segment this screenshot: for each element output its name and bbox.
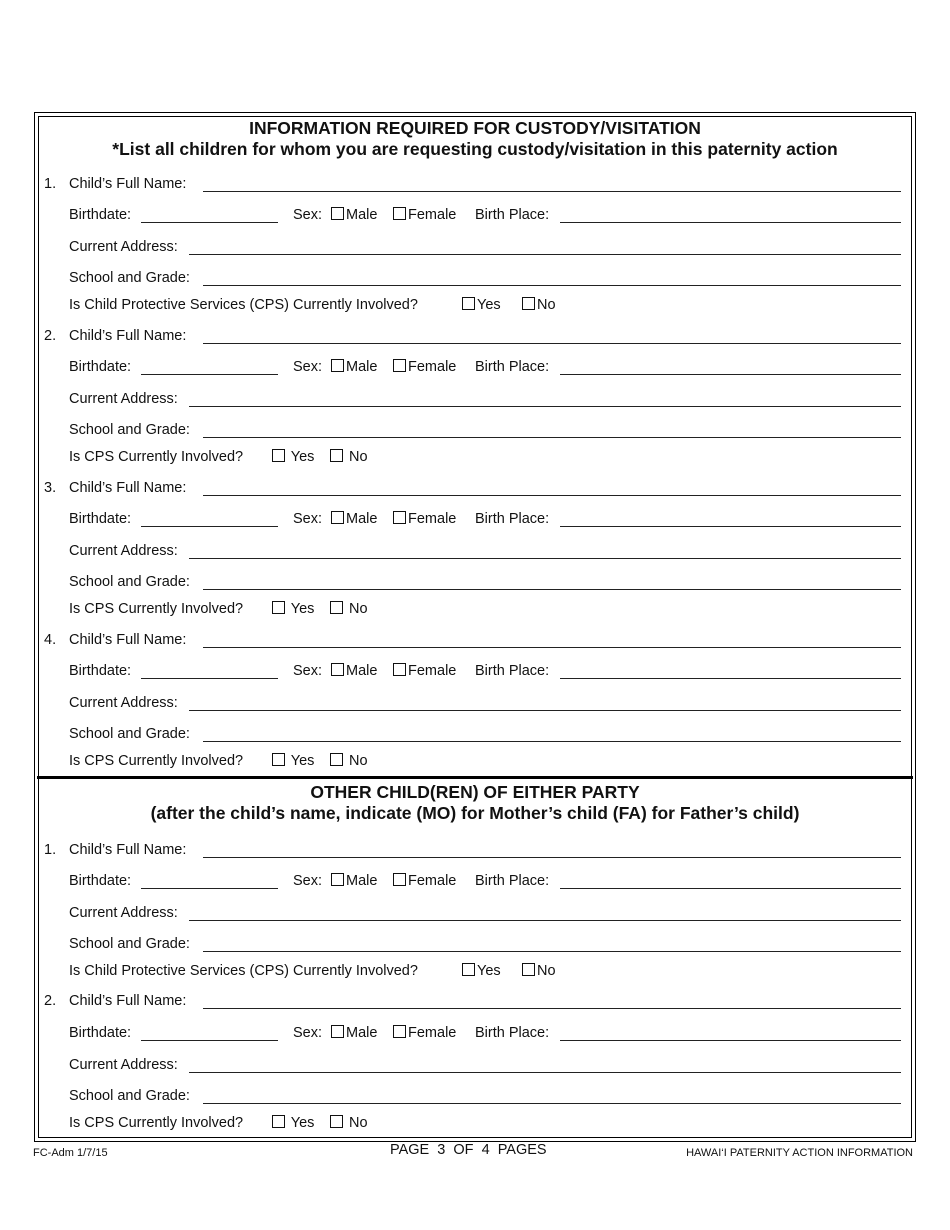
yes-checkbox[interactable]: [272, 1115, 285, 1128]
full-name-field[interactable]: [203, 647, 901, 648]
school-grade-label: School and Grade:: [69, 574, 190, 590]
male-checkbox[interactable]: [331, 873, 344, 886]
current-address-field[interactable]: [189, 920, 901, 921]
school-row: [0, 422, 950, 444]
cps-question: Is CPS Currently Involved?: [69, 449, 244, 465]
full-name-label: Child’s Full Name:: [69, 632, 187, 648]
yes-checkbox[interactable]: [462, 963, 475, 976]
address-row: [0, 543, 950, 565]
school-grade-label: School and Grade:: [69, 726, 190, 742]
cps-yes-option[interactable]: Yes: [272, 601, 314, 617]
section1-subtitle: *List all children for whom you are requesting custody/visitation in this paternity action: [112, 139, 838, 159]
full-name-field[interactable]: [203, 343, 901, 344]
birthdate-field[interactable]: [141, 678, 278, 679]
child-name-row: [0, 176, 950, 198]
yes-checkbox[interactable]: [272, 449, 285, 462]
child-name-row: [0, 993, 950, 1015]
birth-row: [0, 207, 950, 229]
male-checkbox[interactable]: [331, 359, 344, 372]
male-checkbox[interactable]: [331, 207, 344, 220]
no-checkbox[interactable]: [522, 297, 535, 310]
birth-row: [0, 873, 950, 895]
cps-row: [0, 601, 950, 623]
cps-row: [0, 449, 950, 471]
current-address-label: Current Address:: [69, 543, 178, 559]
school-grade-label: School and Grade:: [69, 270, 190, 286]
current-address-label: Current Address:: [69, 905, 178, 921]
school-grade-label: School and Grade:: [69, 936, 190, 952]
address-row: [0, 905, 950, 927]
birthdate-label: Birthdate:: [69, 359, 132, 375]
child-number: 1.: [44, 176, 57, 192]
sex-label: Sex:: [293, 873, 323, 889]
cps-yes-option[interactable]: Yes: [462, 297, 501, 313]
male-option[interactable]: Male: [331, 207, 377, 223]
birth-place-field[interactable]: [560, 678, 901, 679]
full-name-label: Child’s Full Name:: [69, 842, 187, 858]
school-grade-label: School and Grade:: [69, 1088, 190, 1104]
cps-yes-option[interactable]: Yes: [272, 753, 314, 769]
female-option[interactable]: Female: [393, 359, 456, 375]
sex-label: Sex:: [293, 359, 323, 375]
cps-yes-option[interactable]: Yes: [462, 963, 501, 979]
birth-row: [0, 663, 950, 685]
birth-row: [0, 359, 950, 381]
school-row: [0, 936, 950, 958]
school-grade-field[interactable]: [203, 589, 901, 590]
birth-row: [0, 1025, 950, 1047]
address-row: [0, 391, 950, 413]
birth-place-field[interactable]: [560, 526, 901, 527]
yes-checkbox[interactable]: [272, 753, 285, 766]
cps-yes-option[interactable]: Yes: [272, 449, 314, 465]
female-checkbox[interactable]: [393, 873, 406, 886]
cps-row: [0, 1115, 950, 1137]
male-checkbox[interactable]: [331, 511, 344, 524]
address-row: [0, 239, 950, 261]
sex-label: Sex:: [293, 663, 323, 679]
no-checkbox[interactable]: [330, 449, 343, 462]
female-option[interactable]: Female: [393, 207, 456, 223]
no-checkbox[interactable]: [330, 753, 343, 766]
cps-no-option[interactable]: No: [522, 963, 556, 979]
child-number: 3.: [44, 480, 57, 496]
birthdate-field[interactable]: [141, 374, 278, 375]
birthdate-label: Birthdate:: [69, 207, 132, 223]
section1-title: INFORMATION REQUIRED FOR CUSTODY/VISITATION: [249, 118, 701, 138]
school-grade-field[interactable]: [203, 285, 901, 286]
male-option[interactable]: Male: [331, 359, 377, 375]
female-option[interactable]: Female: [393, 873, 456, 889]
birth-row: [0, 511, 950, 533]
section2-subtitle: (after the child’s name, indicate (MO) for Mother’s child (FA) for Father’s child): [150, 803, 800, 823]
full-name-field[interactable]: [203, 191, 901, 192]
no-checkbox[interactable]: [522, 963, 535, 976]
yes-checkbox[interactable]: [462, 297, 475, 310]
cps-row: [0, 963, 950, 985]
birthdate-field[interactable]: [141, 1040, 278, 1041]
cps-question: Is CPS Currently Involved?: [69, 1115, 244, 1131]
cps-no-option[interactable]: No: [330, 601, 368, 617]
male-option[interactable]: Male: [331, 663, 377, 679]
current-address-field[interactable]: [189, 1072, 901, 1073]
birthdate-label: Birthdate:: [69, 663, 132, 679]
current-address-label: Current Address:: [69, 391, 178, 407]
current-address-label: Current Address:: [69, 239, 178, 255]
birth-place-label: Birth Place:: [475, 873, 550, 889]
cps-no-option[interactable]: No: [330, 1115, 368, 1131]
child-number: 2.: [44, 993, 57, 1009]
section2-title: OTHER CHILD(REN) OF EITHER PARTY: [310, 782, 640, 802]
school-grade-field[interactable]: [203, 437, 901, 438]
birthdate-label: Birthdate:: [69, 1025, 132, 1041]
school-row: [0, 574, 950, 596]
child-number: 2.: [44, 328, 57, 344]
yes-checkbox[interactable]: [272, 601, 285, 614]
female-option[interactable]: Female: [393, 511, 456, 527]
cps-row: [0, 753, 950, 775]
cps-question: Is Child Protective Services (CPS) Currently Involved?: [69, 297, 418, 313]
form-outer-border: [34, 112, 916, 1142]
current-address-field[interactable]: [189, 254, 901, 255]
full-name-label: Child’s Full Name:: [69, 480, 187, 496]
cps-row: [0, 297, 950, 319]
child-name-row: [0, 328, 950, 350]
birth-place-label: Birth Place:: [475, 207, 550, 223]
child-name-row: [0, 632, 950, 654]
sex-label: Sex:: [293, 207, 323, 223]
male-option[interactable]: Male: [331, 1025, 377, 1041]
address-row: [0, 1057, 950, 1079]
current-address-label: Current Address:: [69, 1057, 178, 1073]
form-id: FC-Adm 1/7/15: [33, 1147, 108, 1159]
birthdate-label: Birthdate:: [69, 873, 132, 889]
document-title: HAWAI‘I PATERNITY ACTION INFORMATION: [686, 1147, 913, 1159]
female-checkbox[interactable]: [393, 1025, 406, 1038]
current-address-field[interactable]: [189, 558, 901, 559]
current-address-label: Current Address:: [69, 695, 178, 711]
birthdate-field[interactable]: [141, 888, 278, 889]
female-option[interactable]: Female: [393, 1025, 456, 1041]
birth-place-field[interactable]: [560, 888, 901, 889]
school-grade-field[interactable]: [203, 1103, 901, 1104]
female-checkbox[interactable]: [393, 663, 406, 676]
page-number: PAGE 3 OF 4 PAGES: [390, 1142, 547, 1158]
child-number: 4.: [44, 632, 57, 648]
school-row: [0, 1088, 950, 1110]
school-row: [0, 270, 950, 292]
cps-yes-option[interactable]: Yes: [272, 1115, 314, 1131]
full-name-field[interactable]: [203, 857, 901, 858]
female-checkbox[interactable]: [393, 207, 406, 220]
school-row: [0, 726, 950, 748]
female-checkbox[interactable]: [393, 359, 406, 372]
birth-place-field[interactable]: [560, 222, 901, 223]
full-name-field[interactable]: [203, 495, 901, 496]
school-grade-label: School and Grade:: [69, 422, 190, 438]
school-grade-field[interactable]: [203, 741, 901, 742]
male-option[interactable]: Male: [331, 873, 377, 889]
male-checkbox[interactable]: [331, 663, 344, 676]
birthdate-label: Birthdate:: [69, 511, 132, 527]
current-address-field[interactable]: [189, 710, 901, 711]
cps-no-option[interactable]: No: [330, 449, 368, 465]
birth-place-label: Birth Place:: [475, 359, 550, 375]
birth-place-field[interactable]: [560, 1040, 901, 1041]
birthdate-field[interactable]: [141, 526, 278, 527]
child-number: 1.: [44, 842, 57, 858]
birthdate-field[interactable]: [141, 222, 278, 223]
male-option[interactable]: Male: [331, 511, 377, 527]
full-name-label: Child’s Full Name:: [69, 993, 187, 1009]
cps-question: Is Child Protective Services (CPS) Currently Involved?: [69, 963, 418, 979]
cps-no-option[interactable]: No: [330, 753, 368, 769]
no-checkbox[interactable]: [330, 601, 343, 614]
address-row: [0, 695, 950, 717]
birth-place-label: Birth Place:: [475, 511, 550, 527]
sex-label: Sex:: [293, 1025, 323, 1041]
female-option[interactable]: Female: [393, 663, 456, 679]
child-name-row: [0, 842, 950, 864]
birth-place-label: Birth Place:: [475, 1025, 550, 1041]
birth-place-label: Birth Place:: [475, 663, 550, 679]
full-name-label: Child’s Full Name:: [69, 176, 187, 192]
school-grade-field[interactable]: [203, 951, 901, 952]
female-checkbox[interactable]: [393, 511, 406, 524]
cps-question: Is CPS Currently Involved?: [69, 753, 244, 769]
full-name-label: Child’s Full Name:: [69, 328, 187, 344]
male-checkbox[interactable]: [331, 1025, 344, 1038]
no-checkbox[interactable]: [330, 1115, 343, 1128]
cps-no-option[interactable]: No: [522, 297, 556, 313]
birth-place-field[interactable]: [560, 374, 901, 375]
child-name-row: [0, 480, 950, 502]
cps-question: Is CPS Currently Involved?: [69, 601, 244, 617]
current-address-field[interactable]: [189, 406, 901, 407]
sex-label: Sex:: [293, 511, 323, 527]
section-divider: [37, 776, 913, 779]
full-name-field[interactable]: [203, 1008, 901, 1009]
